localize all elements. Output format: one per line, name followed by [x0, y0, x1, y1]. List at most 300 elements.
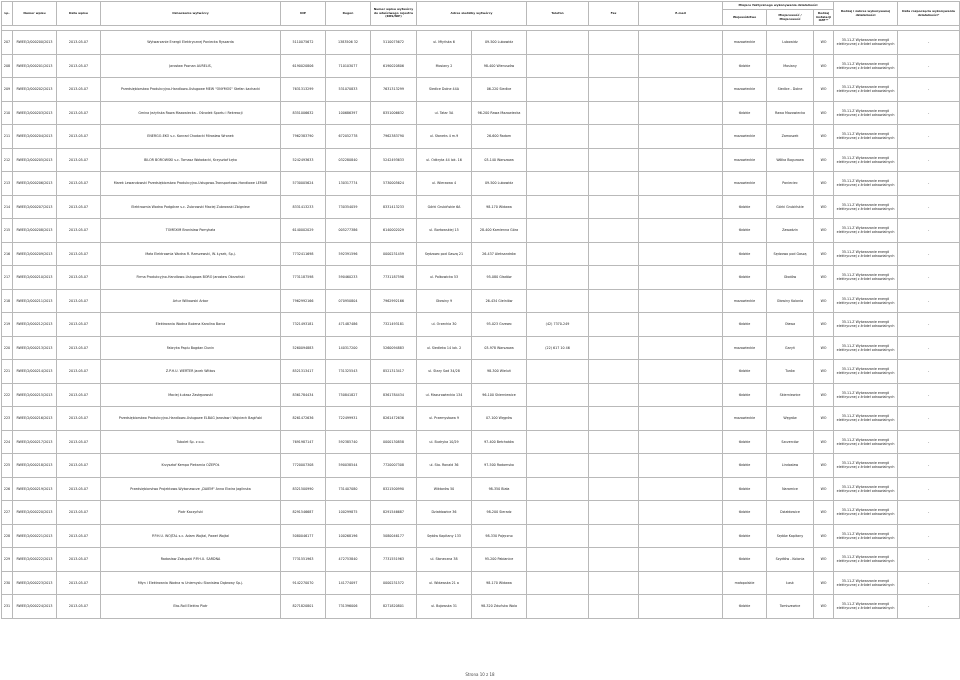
nip-cell: 7691987147 — [281, 430, 326, 454]
nip-cell: 6190020806 — [281, 54, 326, 78]
producer-name: Przedsiębiorstwo Projektowo-Wykonawcze „DAIEM" Anna Elwira Jagilnska — [101, 477, 281, 501]
entry-date: 2013-05-07 — [57, 336, 101, 360]
postal-city: 09-500 Lubowidz — [472, 172, 527, 196]
street-address: ul. Sto. Ronald 36 — [417, 454, 472, 478]
regon-cell: 672052778 — [326, 125, 371, 149]
fax-cell — [589, 195, 639, 219]
start-date-cell: - — [898, 477, 960, 501]
table-row — [2, 172, 960, 196]
entry-number: RWEE/2/000221/2013 — [13, 524, 57, 548]
fax-cell — [589, 571, 639, 595]
register-number: 8291546687 — [371, 501, 417, 525]
register-number: 8361784434 — [371, 383, 417, 407]
postal-city: 95-200 Pabianice — [472, 548, 527, 572]
entry-date: 2013-05-07 — [57, 360, 101, 384]
entry-number: RWEE/2/000206/2013 — [13, 172, 57, 196]
email-cell — [639, 501, 723, 525]
entry-date: 2013-05-07 — [57, 101, 101, 125]
street-address: ul. Bojowska 31 — [417, 595, 472, 619]
regon-cell: 130317774 — [326, 172, 371, 196]
entry-date: 2013-05-07 — [57, 595, 101, 619]
producer-name: Gmina Jeżyńska Rawa Mazowiecka - Ośrodek Sportu i Rekreacji — [101, 101, 281, 125]
row-number: 226 — [2, 477, 13, 501]
nip-cell: 5242493633 — [281, 148, 326, 172]
entry-date: 2013-05-07 — [57, 289, 101, 313]
start-date-cell: - — [898, 313, 960, 337]
email-cell — [639, 383, 723, 407]
email-cell — [639, 266, 723, 290]
producer-name: Młyn i Elektrownia Wodna w Uniemyslu Stanisław Dąbrowy Sp.j. — [101, 571, 281, 595]
row-number: 215 — [2, 219, 13, 243]
start-date-cell: - — [898, 548, 960, 572]
installation-type-cell: WO — [814, 548, 834, 572]
postal-city: 03-978 Warszawa — [472, 336, 527, 360]
voivodeship-cell: mazowieckie — [723, 407, 767, 431]
row-number: 211 — [2, 125, 13, 149]
row-number: 223 — [2, 407, 13, 431]
voivodeship-cell: mazowieckie — [723, 31, 767, 55]
table-row — [2, 78, 960, 102]
entry-date: 2013-05-07 — [57, 31, 101, 55]
locality-cell: Zawadzin — [767, 219, 814, 243]
phone-cell — [527, 430, 589, 454]
activity-type-cell: 35.11.Z Wytwarzanie energii elektrycznej z źródeł odnawialnych — [834, 101, 898, 125]
activity-type-cell: 35.11.Z Wytwarzanie energii elektrycznej z źródeł odnawialnych — [834, 454, 898, 478]
entry-number: RWEE/2/000217/2013 — [13, 430, 57, 454]
start-date-cell: - — [898, 266, 960, 290]
activity-type-cell: 35.11.Z Wytwarzanie energii elektrycznej z źródeł odnawialnych — [834, 407, 898, 431]
street-address: ul. Orzechia 30 — [417, 313, 472, 337]
street-address: Siedlce Dolne 44A — [417, 78, 472, 102]
voivodeship-cell: mazowieckie — [723, 78, 767, 102]
phone-cell — [527, 31, 589, 55]
phone-cell — [527, 524, 589, 548]
postal-city: 98-400 Wieruszów — [472, 54, 527, 78]
locality-cell: Turów — [767, 360, 814, 384]
email-cell — [639, 289, 723, 313]
row-number: 231 — [2, 595, 13, 619]
fax-cell — [589, 54, 639, 78]
entry-number: RWEE/2/000220/2013 — [13, 501, 57, 525]
row-number: 207 — [2, 31, 13, 55]
entry-number: RWEE/2/000224/2013 — [13, 595, 57, 619]
nip-cell: 8351006632 — [281, 101, 326, 125]
start-date-cell: - — [898, 78, 960, 102]
postal-city: 26-600 Radom — [472, 125, 527, 149]
email-cell — [639, 101, 723, 125]
street-address: ul. Wierzowa 4 — [417, 172, 472, 196]
street-address: Sędzowo pod Gaszą 21 — [417, 242, 472, 266]
producer-name: Tubolet Sp. z o.o. — [101, 430, 281, 454]
register-number: 7631313299 — [371, 78, 417, 102]
table-row — [2, 524, 960, 548]
producer-name: Eko-Roll Elektro Piotr — [101, 595, 281, 619]
installation-type-cell: WO — [814, 595, 834, 619]
nip-cell: 8261472636 — [281, 407, 326, 431]
postal-city: 07-100 Węgrów — [472, 407, 527, 431]
fax-cell — [589, 595, 639, 619]
regon-cell: 1383506 32 — [326, 31, 371, 55]
nip-cell: 8331413233 — [281, 195, 326, 219]
table-row — [2, 148, 960, 172]
entry-date: 2013-05-07 — [57, 78, 101, 102]
entry-number: RWEE/2/000207/2013 — [13, 195, 57, 219]
fax-cell — [589, 477, 639, 501]
regon-cell: 730354059 — [326, 195, 371, 219]
header-lp: Lp. — [2, 2, 13, 26]
installation-type-cell: WO — [814, 242, 834, 266]
header-locality: Miejscowość / Miejscowość — [767, 10, 814, 26]
fax-cell — [589, 78, 639, 102]
fax-cell — [589, 242, 639, 266]
regon-cell: 472753840 — [326, 548, 371, 572]
regon-cell: 032280840 — [326, 148, 371, 172]
register-number: 7321493181 — [371, 313, 417, 337]
regon-cell: 710103077 — [326, 54, 371, 78]
activity-type-cell: 35.11.Z Wytwarzanie energii elektrycznej z źródeł odnawialnych — [834, 148, 898, 172]
row-number: 222 — [2, 383, 13, 407]
street-address: ul. Młyńska 6 — [417, 31, 472, 55]
table-row — [2, 242, 960, 266]
postal-city: 98-170 Widawa — [472, 195, 527, 219]
email-cell — [639, 360, 723, 384]
start-date-cell: - — [898, 595, 960, 619]
postal-city: 28-400 Kamienna Góra — [472, 219, 527, 243]
activity-type-cell: 35.11.Z Wytwarzanie energii elektrycznej z źródeł odnawialnych — [834, 571, 898, 595]
producer-name: Elektrownia Wodna Podgórze s.c. Zubrowski Maciej Zubrowski Zbigniew — [101, 195, 281, 219]
street-address: ul. Widawska 21 a — [417, 571, 472, 595]
street-address: ul. Odkryta 44 lok. 16 — [417, 148, 472, 172]
register-number: 7962383790 — [371, 125, 417, 149]
entry-number: RWEE/2/000212/2013 — [13, 313, 57, 337]
entry-date: 2013-05-07 — [57, 430, 101, 454]
voivodeship-cell: łódzkie — [723, 219, 767, 243]
locality-cell: Zamoszek — [767, 125, 814, 149]
start-date-cell: - — [898, 148, 960, 172]
register-number: 6190020806 — [371, 54, 417, 78]
table-row — [2, 501, 960, 525]
table-row — [2, 571, 960, 595]
producer-name: Przedsiębiorstwo Produkcyjno-Handlowo-Usługowe ELBAG Jarosław i Wojciech Bagiński — [101, 407, 281, 431]
voivodeship-cell: mazowieckie — [723, 172, 767, 196]
table-row — [2, 477, 960, 501]
table-row — [2, 289, 960, 313]
header-activity-place: Miejsce faktycznego wykonywania działalności — [723, 2, 834, 10]
row-number: 224 — [2, 430, 13, 454]
nip-cell: 7731187598 — [281, 266, 326, 290]
postal-city: 98-350 Biała — [472, 477, 527, 501]
regon-cell: 100686397 — [326, 101, 371, 125]
postal-city: 98-300 Wieluń — [472, 360, 527, 384]
producer-name: Piotr Kaczyński — [101, 501, 281, 525]
email-cell — [639, 31, 723, 55]
street-address: Głowiny 9 — [417, 289, 472, 313]
locality-cell: Skierniewice — [767, 383, 814, 407]
register-number: 5730005624 — [371, 172, 417, 196]
email-cell — [639, 336, 723, 360]
entry-date: 2013-05-07 — [57, 266, 101, 290]
locality-cell: Sędów Kapitany — [767, 524, 814, 548]
fax-cell — [589, 524, 639, 548]
locality-cell: Garyń — [767, 336, 814, 360]
row-number: 217 — [2, 266, 13, 290]
entry-date: 2013-05-07 — [57, 454, 101, 478]
phone-cell — [527, 125, 589, 149]
phone-cell — [527, 242, 589, 266]
start-date-cell: - — [898, 31, 960, 55]
table-row — [2, 430, 960, 454]
table-row — [2, 383, 960, 407]
entry-number: RWEE/2/000222/2013 — [13, 548, 57, 572]
table-row — [2, 313, 960, 337]
voivodeship-cell: łódzkie — [723, 501, 767, 525]
start-date-cell: - — [898, 430, 960, 454]
entry-number: RWEE/2/000205/2013 — [13, 148, 57, 172]
header-email: E-mail — [639, 2, 723, 26]
producer-name: Jarosław Poznan AURELIS, — [101, 54, 281, 78]
email-cell — [639, 172, 723, 196]
fax-cell — [589, 407, 639, 431]
entry-number: RWEE/2/000209/2013 — [13, 242, 57, 266]
entry-date: 2013-05-07 — [57, 242, 101, 266]
activity-type-cell: 35.11.Z Wytwarzanie energii elektrycznej z źródeł odnawialnych — [834, 313, 898, 337]
locality-cell: Działdowice — [767, 501, 814, 525]
producer-name: P.P.H.U. WOJTAL s.c. Adam Wojtal, Paweł Wojtal — [101, 524, 281, 548]
entry-date: 2013-05-07 — [57, 383, 101, 407]
voivodeship-cell: łódzkie — [723, 454, 767, 478]
nip-cell: 7962383790 — [281, 125, 326, 149]
email-cell — [639, 148, 723, 172]
voivodeship-cell: mazowieckie — [723, 289, 767, 313]
voivodeship-cell: łódzkie — [723, 595, 767, 619]
installation-type-cell: WO — [814, 336, 834, 360]
email-cell — [639, 125, 723, 149]
regon-cell: 531070833 — [326, 78, 371, 102]
voivodeship-cell: mazowieckie — [723, 336, 767, 360]
installation-type-cell: WO — [814, 477, 834, 501]
installation-type-cell: WO — [814, 313, 834, 337]
regon-cell: 141774097 — [326, 571, 371, 595]
header-entry-number: Numer wpisu — [13, 2, 57, 26]
phone-cell — [527, 407, 589, 431]
row-number: 216 — [2, 242, 13, 266]
producer-name: Fabryka Papiu Bogdan Dunin — [101, 336, 281, 360]
nip-cell: 8321500990 — [281, 477, 326, 501]
regon-cell: 590038544 — [326, 454, 371, 478]
email-cell — [639, 454, 723, 478]
installation-type-cell: WO — [814, 289, 834, 313]
regon-cell: 070950804 — [326, 289, 371, 313]
registry-rows — [2, 31, 960, 619]
entry-number: RWEE/2/000203/2013 — [13, 101, 57, 125]
phone-cell — [527, 571, 589, 595]
fax-cell — [589, 172, 639, 196]
entry-date: 2013-05-07 — [57, 524, 101, 548]
entry-number: RWEE/2/000208/2013 — [13, 219, 57, 243]
start-date-cell: - — [898, 289, 960, 313]
postal-city: 03-140 Warszawa — [472, 148, 527, 172]
street-address: Górki Grubińskie 6A — [417, 195, 472, 219]
row-number: 230 — [2, 571, 13, 595]
register-number: 6140002029 — [371, 219, 417, 243]
producer-name: Mała Elektrownia Wodna R. Rzeszewski, W. Łysek, Sp.j. — [101, 242, 281, 266]
phone-cell — [527, 383, 589, 407]
start-date-cell: - — [898, 101, 960, 125]
row-number: 229 — [2, 548, 13, 572]
table-row — [2, 266, 960, 290]
header-phone: Telefon — [527, 2, 589, 26]
producer-name: Z.P.H.U. WERTER Jacek Witkos — [101, 360, 281, 384]
phone-cell — [527, 595, 589, 619]
locality-cell: Głodów — [767, 266, 814, 290]
entry-date: 2013-05-07 — [57, 571, 101, 595]
regon-cell: 100299875 — [326, 501, 371, 525]
email-cell — [639, 571, 723, 595]
regon-cell: 140317200 — [326, 336, 371, 360]
installation-type-cell: WO — [814, 360, 834, 384]
entry-date: 2013-05-07 — [57, 148, 101, 172]
nip-cell: 5260094883 — [281, 336, 326, 360]
activity-type-cell: 35.11.Z Wytwarzanie energii elektrycznej z źródeł odnawialnych — [834, 219, 898, 243]
regon-cell: 471487486 — [326, 313, 371, 337]
nip-cell: 7720007308 — [281, 454, 326, 478]
row-number: 219 — [2, 313, 13, 337]
entry-date: 2013-05-07 — [57, 501, 101, 525]
nip-cell: 5080046177 — [281, 524, 326, 548]
regon-cell: 592385740 — [326, 430, 371, 454]
regon-cell: 750841827 — [326, 383, 371, 407]
phone-cell — [527, 360, 589, 384]
street-address: ul. Przemysłowa 9 — [417, 407, 472, 431]
entry-number: RWEE/2/000201/2013 — [13, 54, 57, 78]
voivodeship-cell: mazowieckie — [723, 125, 767, 149]
phone-cell — [527, 101, 589, 125]
postal-city: 97-500 Radomsko — [472, 454, 527, 478]
regon-cell: 100268196 — [326, 524, 371, 548]
fax-cell — [589, 125, 639, 149]
installation-type-cell: WO — [814, 195, 834, 219]
table-row — [2, 548, 960, 572]
installation-type-cell: WO — [814, 125, 834, 149]
producer-name: Artur Wilkowski Arbor — [101, 289, 281, 313]
postal-city: 98-170 Widawa — [472, 571, 527, 595]
street-address: ul. Słoneczna 38 — [417, 548, 472, 572]
voivodeship-cell: łódzkie — [723, 360, 767, 384]
table-row — [2, 54, 960, 78]
street-address: ul. Słoneks 4 m.9 — [417, 125, 472, 149]
fax-cell — [589, 430, 639, 454]
entry-date: 2013-05-07 — [57, 548, 101, 572]
phone-cell — [527, 78, 589, 102]
phone-cell: (22) 617 10 46 — [527, 336, 589, 360]
phone-cell — [527, 266, 589, 290]
email-cell — [639, 242, 723, 266]
street-address: ul. Tatar 5A — [417, 101, 472, 125]
register-number: 8351006632 — [371, 101, 417, 125]
postal-city: 26-437 Aleksandrów — [472, 242, 527, 266]
entry-number: RWEE/2/000213/2013 — [13, 336, 57, 360]
register-number: 7962992166 — [371, 289, 417, 313]
table-row — [2, 336, 960, 360]
header-voivodeship: Województwo — [723, 10, 767, 26]
row-number: 228 — [2, 524, 13, 548]
phone-cell — [527, 172, 589, 196]
postal-city: 98-330 Pajęczno — [472, 524, 527, 548]
locality-cell: Rawa Mazowiecka — [767, 101, 814, 125]
entry-number: RWEE/2/000216/2013 — [13, 407, 57, 431]
table-row — [2, 595, 960, 619]
start-date-cell: - — [898, 501, 960, 525]
postal-city: 95-080 Gładów — [472, 266, 527, 290]
installation-type-cell: WO — [814, 266, 834, 290]
email-cell — [639, 430, 723, 454]
nip-cell: 8361784434 — [281, 383, 326, 407]
start-date-cell: - — [898, 383, 960, 407]
activity-type-cell: 35.11.Z Wytwarzanie energii elektrycznej z źródeł odnawialnych — [834, 125, 898, 149]
fax-cell — [589, 501, 639, 525]
installation-type-cell: WO — [814, 430, 834, 454]
entry-number: RWEE/2/000200/2013 — [13, 31, 57, 55]
nip-cell: 8271820801 — [281, 595, 326, 619]
nip-cell: 5110075672 — [281, 31, 326, 55]
producer-name: Firma Produkcyjno-Handlowo-Usługowa BORO Jarosław Obrzański — [101, 266, 281, 290]
fax-cell — [589, 336, 639, 360]
nip-cell: 7732411698 — [281, 242, 326, 266]
register-number: 8261472636 — [371, 407, 417, 431]
installation-type-cell: WO — [814, 501, 834, 525]
phone-cell — [527, 501, 589, 525]
entry-date: 2013-05-07 — [57, 407, 101, 431]
street-address: ul. Bortowskiej 15 — [417, 219, 472, 243]
fax-cell — [589, 219, 639, 243]
locality-cell: Sędzowo pod Gaszą — [767, 242, 814, 266]
activity-type-cell: 35.11.Z Wytwarzanie energii elektrycznej z źródeł odnawialnych — [834, 54, 898, 78]
register-number: 8331413233 — [371, 195, 417, 219]
entry-number: RWEE/2/000214/2013 — [13, 360, 57, 384]
table-row — [2, 31, 960, 55]
activity-type-cell: 35.11.Z Wytwarzanie energii elektrycznej z źródeł odnawialnych — [834, 289, 898, 313]
fax-cell — [589, 266, 639, 290]
row-number: 213 — [2, 172, 13, 196]
nip-cell: 7631313299 — [281, 78, 326, 102]
voivodeship-cell: łódzkie — [723, 383, 767, 407]
postal-city: 98-320 Zduńska Wola — [472, 595, 527, 619]
producer-name: BILOR BOROWSKI s.c. Tomasz Wołodacki, Krzysztof Łęko — [101, 148, 281, 172]
start-date-cell: - — [898, 219, 960, 243]
header-start-date: Data rozpoczęcia wykonywania działalności* — [898, 2, 960, 26]
voivodeship-cell: łódzkie — [723, 524, 767, 548]
activity-type-cell: 35.11.Z Wytwarzanie energii elektrycznej z źródeł odnawialnych — [834, 31, 898, 55]
table-row — [2, 219, 960, 243]
installation-type-cell: WO — [814, 31, 834, 55]
producer-name: Krzysztof Kempa Piekarnia OŻEPOŁ — [101, 454, 281, 478]
start-date-cell: - — [898, 336, 960, 360]
row-number: 209 — [2, 78, 13, 102]
email-cell — [639, 78, 723, 102]
installation-type-cell: WO — [814, 219, 834, 243]
postal-city: 96-200 Rawa Mazowiecka — [472, 101, 527, 125]
postal-city: 96-100 Skierniewice — [472, 383, 527, 407]
email-cell — [639, 477, 723, 501]
header-installation-type: Rodzaj instalacji OZE** — [814, 10, 834, 26]
table-row — [2, 101, 960, 125]
table-row — [2, 454, 960, 478]
table-row — [2, 407, 960, 431]
header-activity-type: Rodzaj i zakres wykonywanej działalności — [834, 2, 898, 26]
nip-cell: 8291546687 — [281, 501, 326, 525]
email-cell — [639, 54, 723, 78]
entry-date: 2013-05-07 — [57, 313, 101, 337]
